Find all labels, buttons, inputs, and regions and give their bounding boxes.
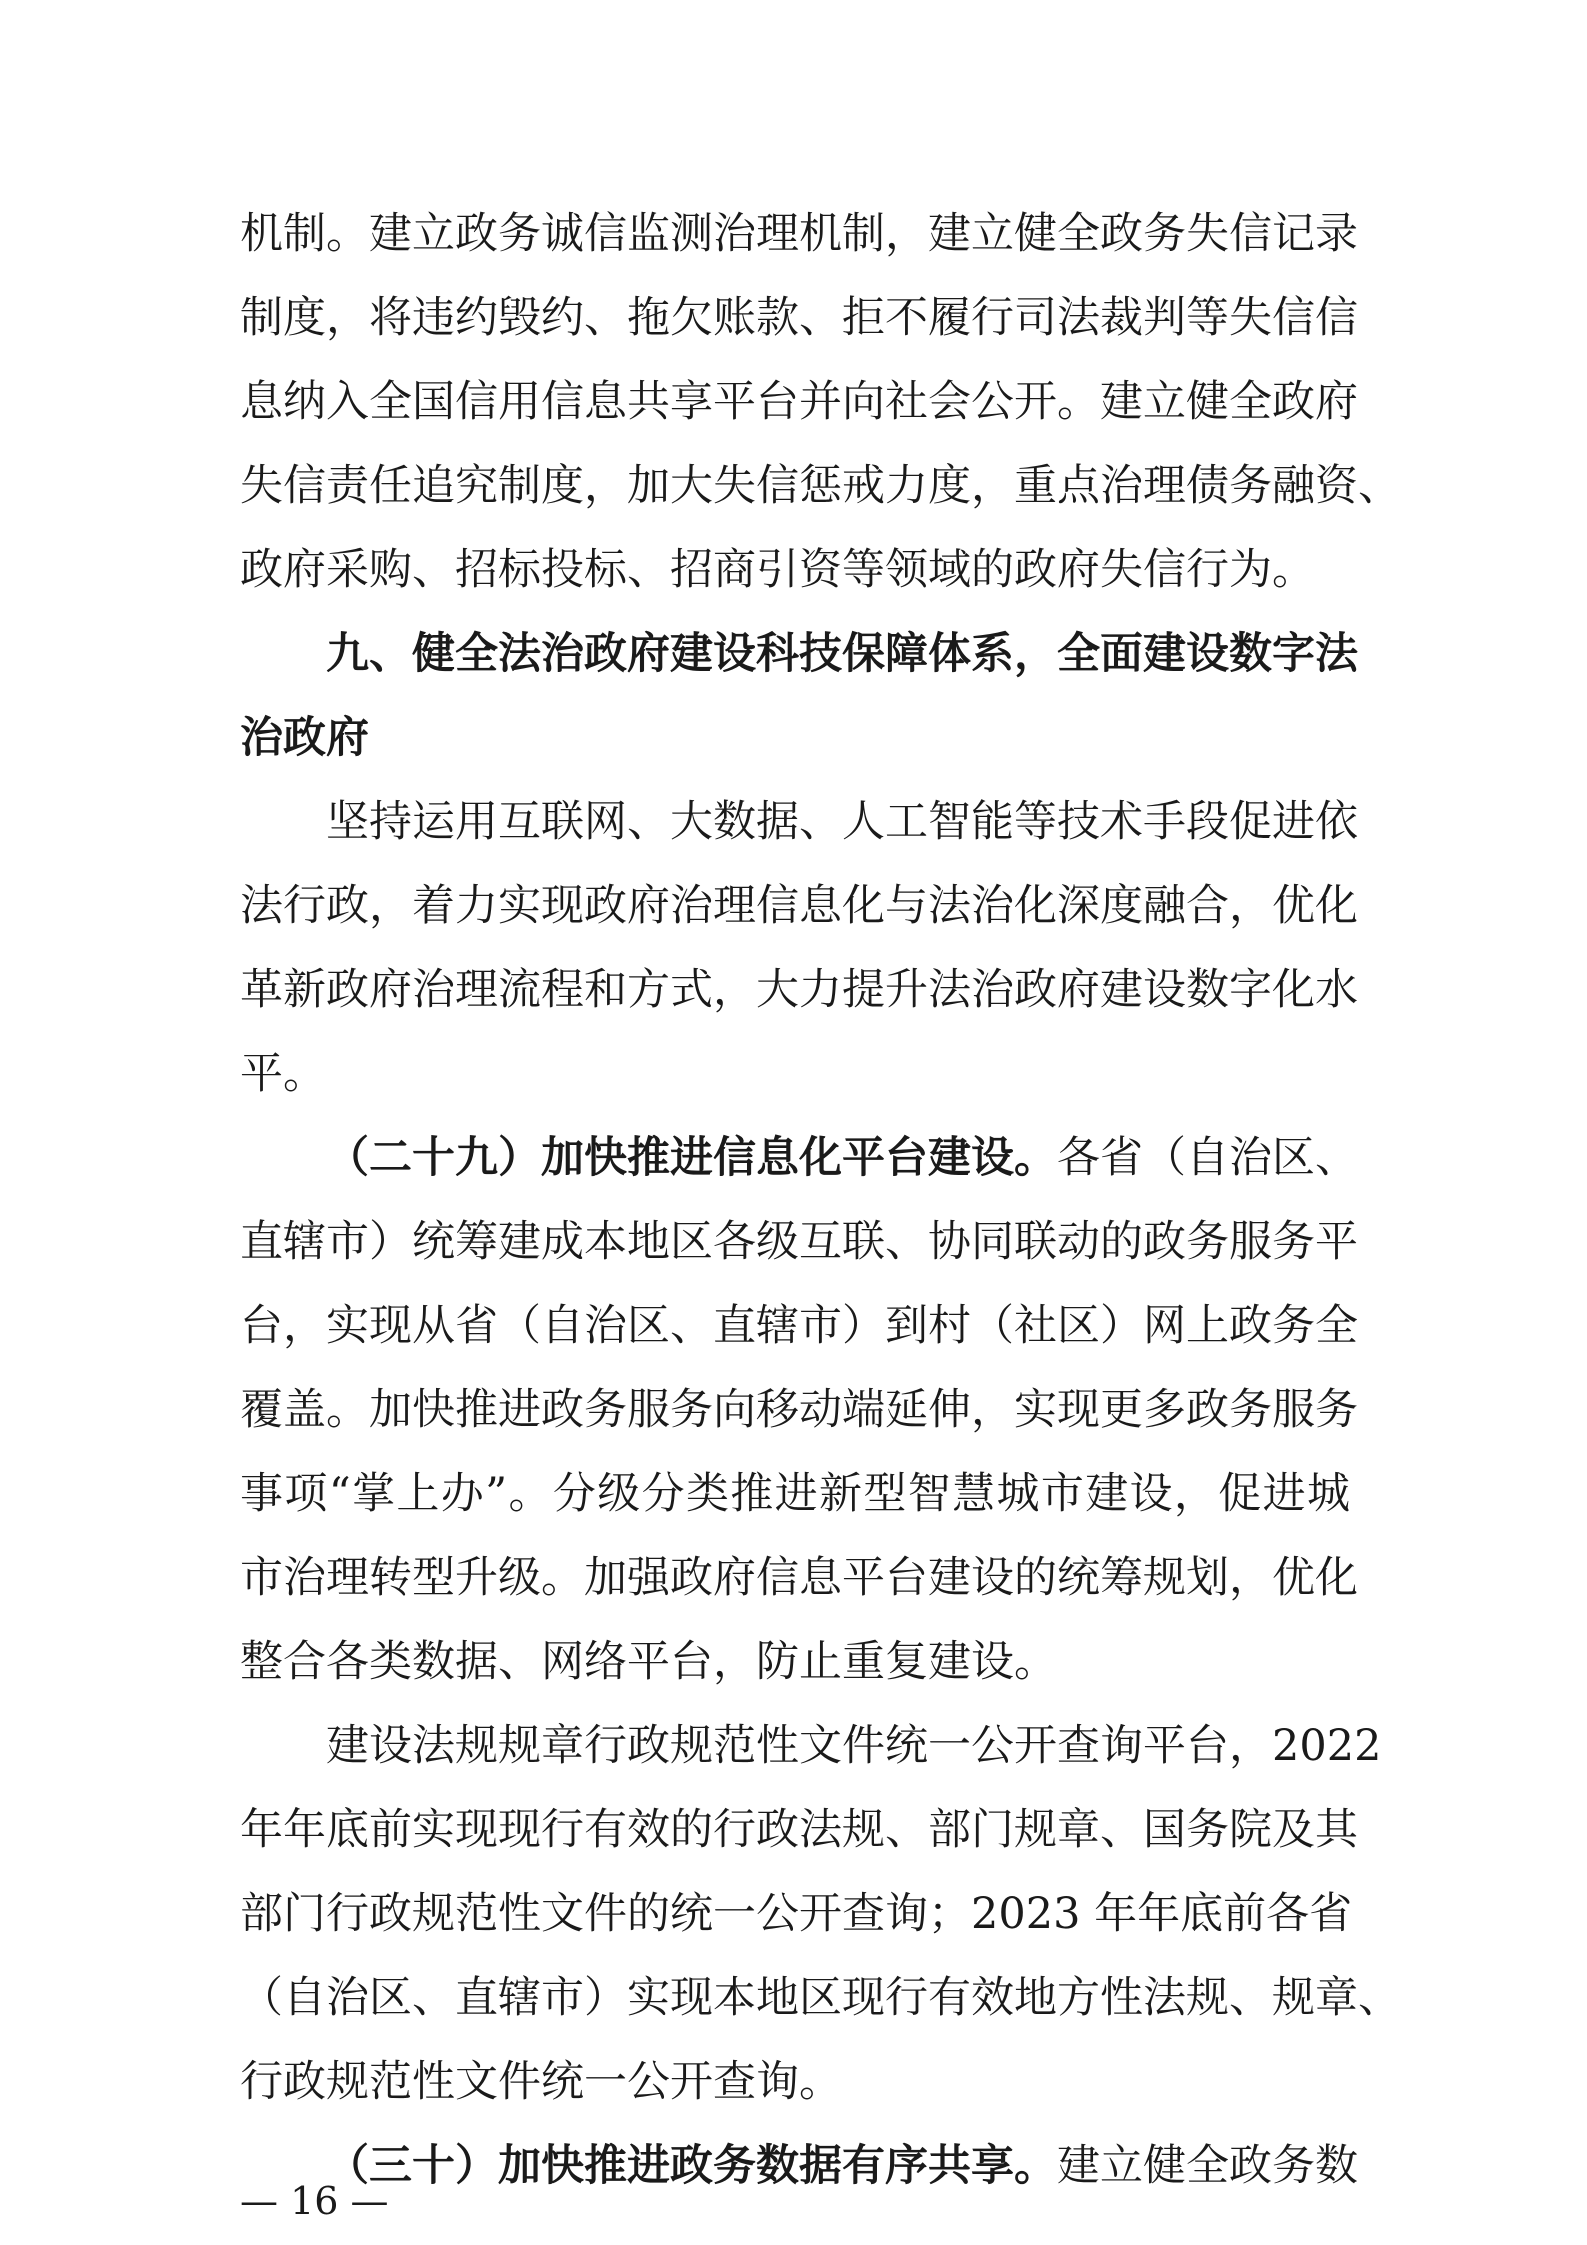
page-number: — 16 — — [240, 2179, 389, 2223]
body-line: 年年底前实现现行有效的行政法规、部门规章、国务院及其 — [240, 1805, 1358, 1855]
body-line: 建设法规规章行政规范性文件统一公开查询平台，2022 — [326, 1721, 1382, 1771]
body-line: 息纳入全国信用信息共享平台并向社会公开。建立健全政府 — [240, 377, 1358, 427]
body-line: 制度，将违约毁约、拖欠账款、拒不履行司法裁判等失信信 — [240, 293, 1358, 343]
body-line: 坚持运用互联网、大数据、人工智能等技术手段促进依 — [326, 797, 1358, 847]
body-line: 部门行政规范性文件的统一公开查询；2023 年年底前各省 — [240, 1889, 1353, 1939]
body-line: 法行政，着力实现政府治理信息化与法治化深度融合，优化 — [240, 881, 1358, 931]
body-line: 整合各类数据、网络平台，防止重复建设。 — [240, 1637, 1057, 1687]
section-heading-continued: 治政府 — [240, 713, 369, 763]
body-line: 失信责任追究制度，加大失信惩戒力度，重点治理债务融资、 — [240, 461, 1401, 511]
body-line: 台，实现从省（自治区、直辖市）到村（社区）网上政务全 — [240, 1301, 1358, 1351]
body-line: 事项“掌上办”。分级分类推进新型智慧城市建设，促进城 — [240, 1469, 1350, 1519]
body-line: 平。 — [240, 1049, 326, 1099]
body-line: （自治区、直辖市）实现本地区现行有效地方性法规、规章、 — [240, 1973, 1401, 2023]
item-29-first-line — [326, 1116, 1358, 1200]
body-line: 市治理转型升级。加强政府信息平台建设的统筹规划，优化 — [240, 1553, 1358, 1603]
item-29-text: 各省（自治区、 — [1057, 1133, 1358, 1183]
section-heading: 九、健全法治政府建设科技保障体系，全面建设数字法 — [326, 629, 1358, 679]
body-line: 革新政府治理流程和方式，大力提升法治政府建设数字化水 — [240, 965, 1358, 1015]
item-30-text: 建立健全政务数 — [1057, 2141, 1358, 2191]
body-line: 机制。建立政务诚信监测治理机制，建立健全政务失信记录 — [240, 209, 1358, 259]
body-line: 政府采购、招标投标、招商引资等领域的政府失信行为。 — [240, 545, 1315, 595]
body-line: 直辖市）统筹建成本地区各级互联、协同联动的政务服务平 — [240, 1217, 1358, 1267]
body-line: 覆盖。加快推进政务服务向移动端延伸，实现更多政务服务 — [240, 1385, 1358, 1435]
item-30-title: （三十）加快推进政务数据有序共享。 — [326, 2141, 1057, 2191]
body-line: 行政规范性文件统一公开查询。 — [240, 2057, 842, 2107]
item-29-title: （二十九）加快推进信息化平台建设。 — [326, 1133, 1057, 1183]
item-30-first-line — [326, 2124, 1358, 2208]
